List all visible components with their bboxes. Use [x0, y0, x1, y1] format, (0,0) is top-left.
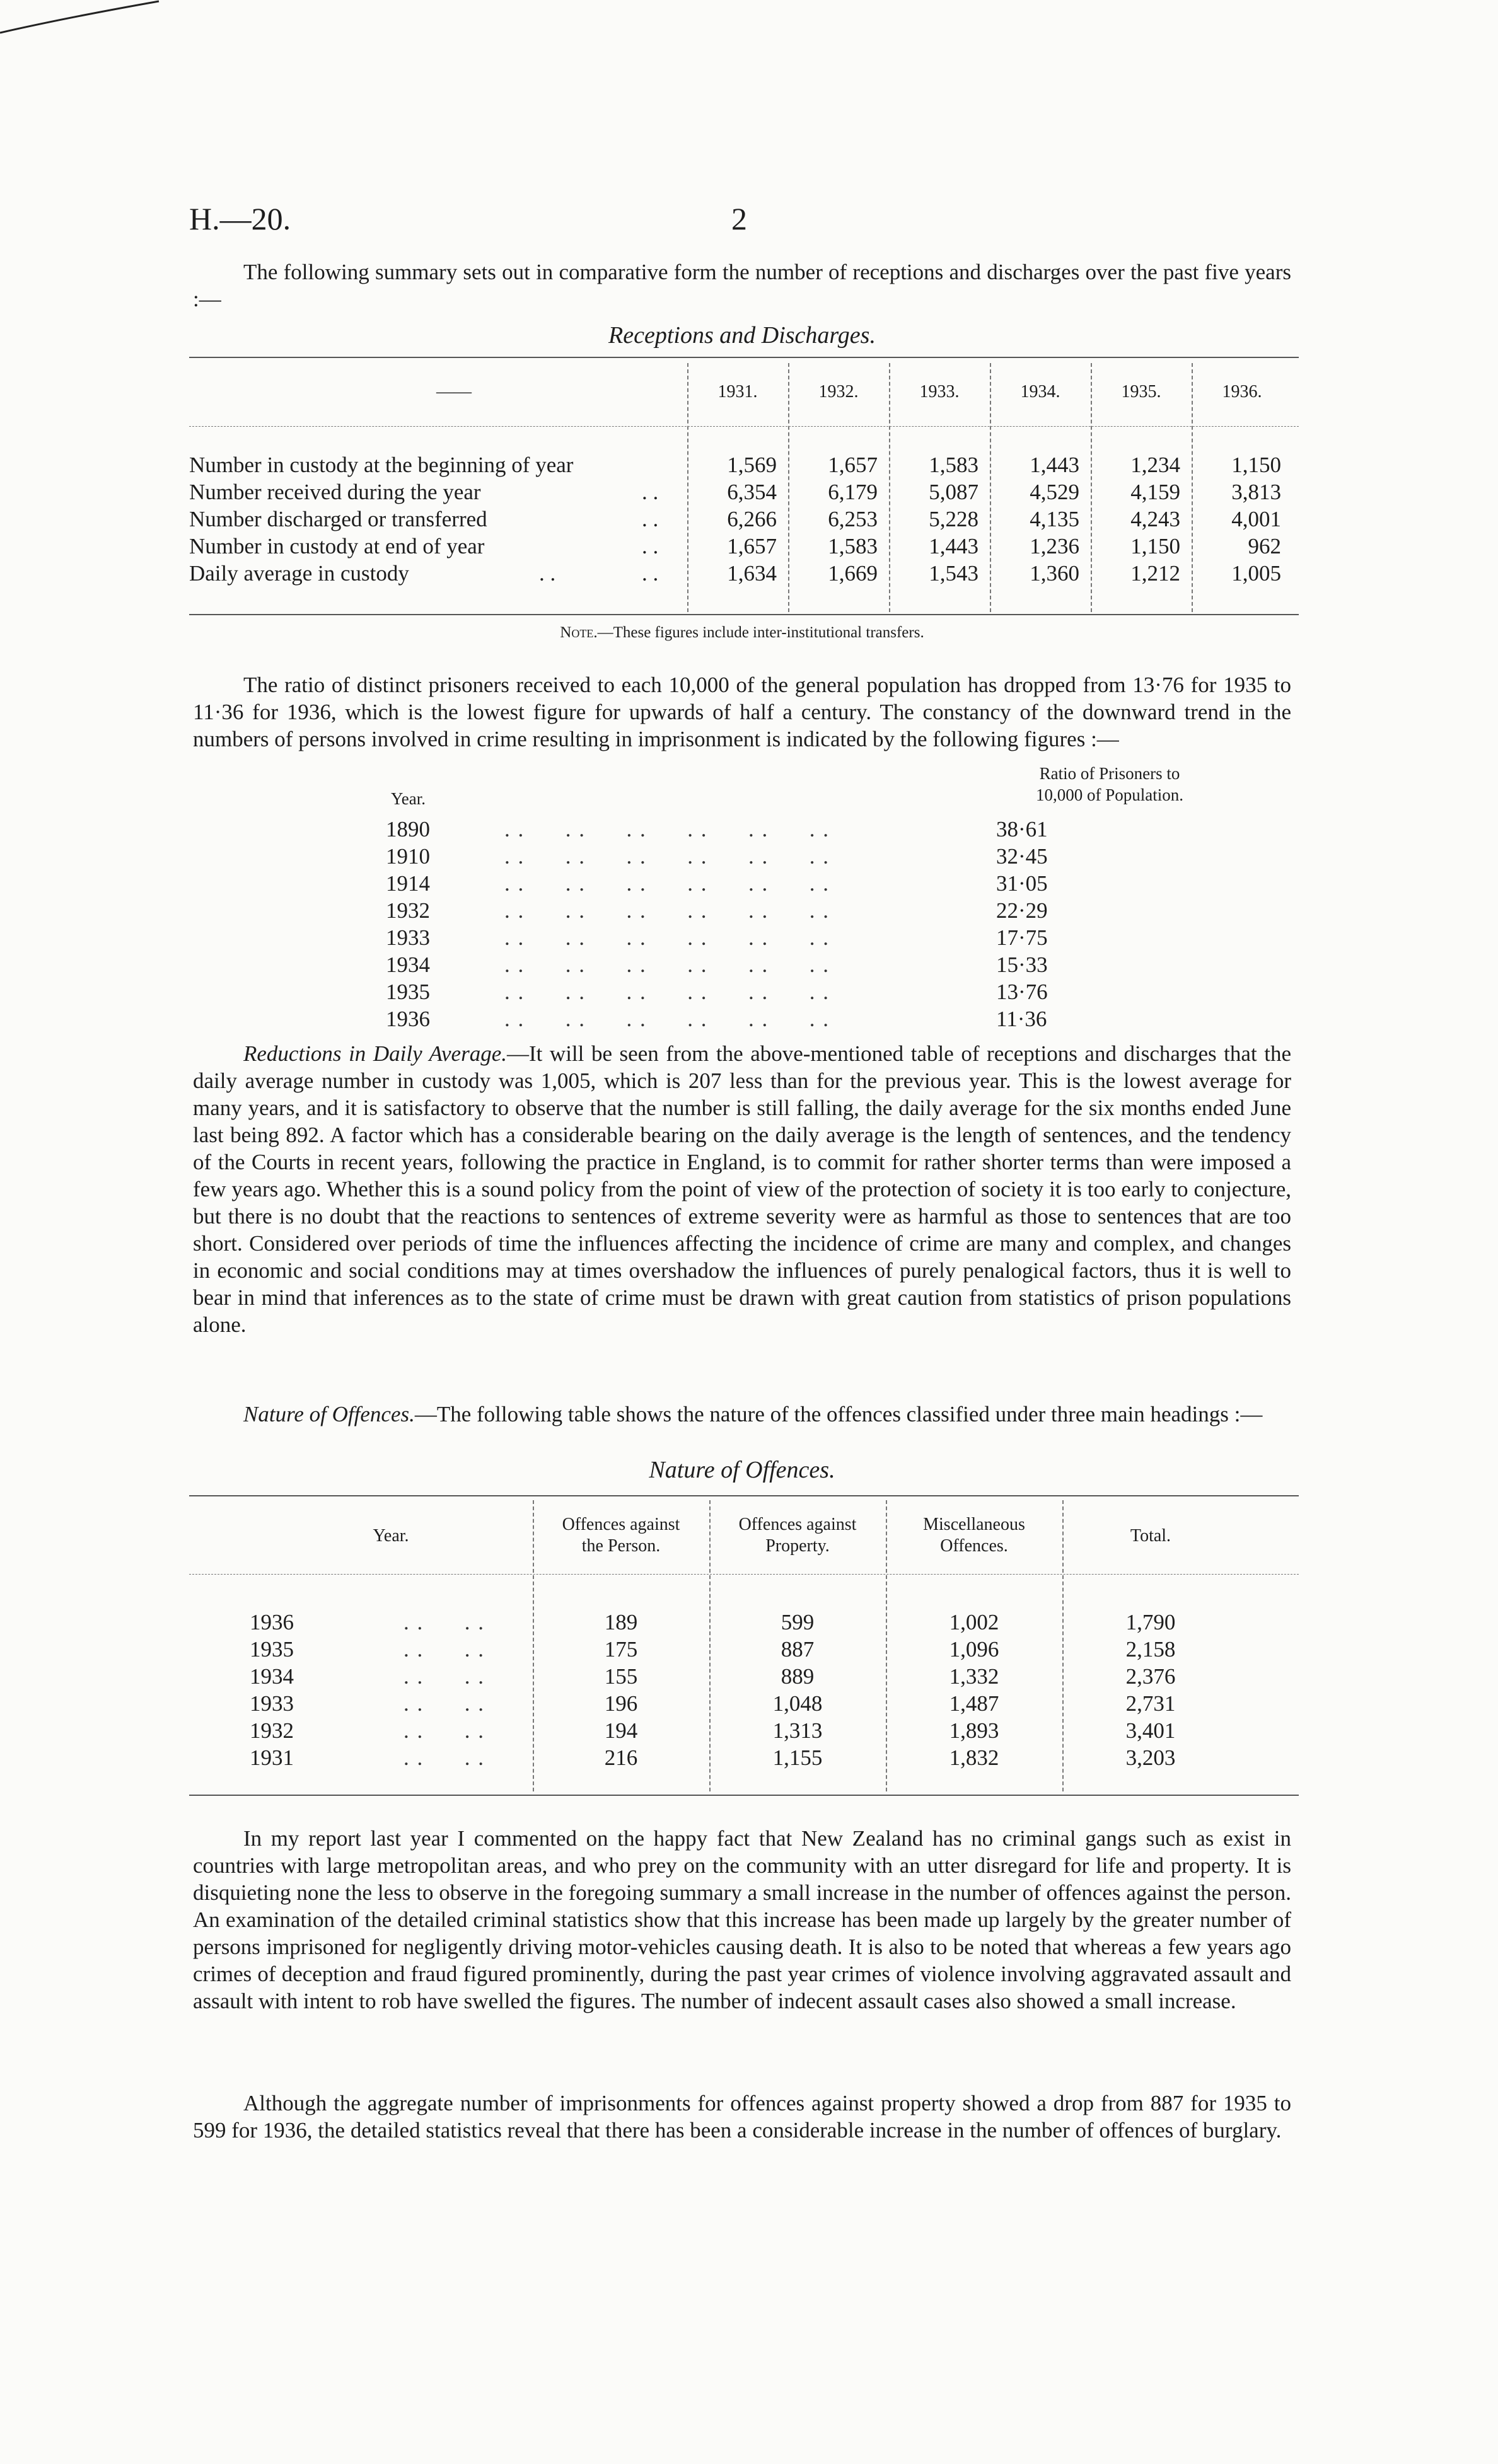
- reductions-heading: Reductions in Daily Average.: [243, 1041, 507, 1066]
- table-cell: 4,529: [1030, 480, 1079, 504]
- table-cell: 194: [604, 1718, 638, 1743]
- person-column-header: [536, 1514, 706, 1557]
- table-cell: 1,002: [949, 1610, 999, 1634]
- nature-heading: Nature of Offences.: [243, 1402, 415, 1426]
- table-cell: 1,155: [772, 1745, 823, 1770]
- ratio-year: 1934: [386, 952, 430, 977]
- leader-dots: . . . . . . . . . . . .: [504, 844, 830, 869]
- table-cell: 2,731: [1125, 1691, 1176, 1716]
- ratio-value: 38·61: [996, 817, 1048, 842]
- table-cell: 1,443: [929, 534, 978, 558]
- row-label-daily-average: Daily average in custody: [189, 561, 409, 586]
- leader-dots: . . . . . . . . . . . .: [504, 925, 830, 950]
- table-cell: 1,212: [1130, 561, 1180, 586]
- person-header-line-2: the Person.: [581, 1536, 661, 1556]
- table-cell: 1,634: [727, 561, 777, 586]
- table-cell: 1,583: [828, 534, 878, 558]
- nature-text: —The following table shows the nature of the offences classified under three main headings :—: [414, 1402, 1263, 1426]
- ratio-value: 15·33: [996, 952, 1048, 977]
- table-cell: 3,813: [1231, 480, 1281, 504]
- row-label-received: Number received during the year: [189, 480, 481, 504]
- table-cell: 1,669: [828, 561, 878, 586]
- table-cell: 1,005: [1231, 561, 1281, 586]
- table-cell: 1,583: [929, 453, 978, 477]
- table-cell: 1,313: [772, 1718, 823, 1743]
- year-header-1933: 1933.: [919, 382, 960, 402]
- leader-dots: . . . . . . . . . . . .: [504, 817, 830, 842]
- note-text: —These figures include inter-institutional transfers.: [597, 624, 924, 641]
- table-cell: 6,354: [727, 480, 777, 504]
- table-cell: 4,135: [1030, 507, 1079, 531]
- table-cell: 1,443: [1030, 453, 1079, 477]
- table-cell: 1,790: [1125, 1610, 1176, 1634]
- ratio-value: 31·05: [996, 871, 1048, 896]
- burglary-paragraph: Although the aggregate number of imprisonments for offences against property showed a drop from 887 for 1935 to 599 for 1936, the detailed statistics reveal that there has been a considerable increase in the number of offences of burglary.: [193, 2091, 1291, 2143]
- table-cell: 1,096: [949, 1637, 999, 1662]
- year-header-1932: 1932.: [818, 382, 859, 402]
- table-cell: 5,087: [929, 480, 978, 504]
- table-cell: 6,179: [828, 480, 878, 504]
- table-cell: 3,401: [1125, 1718, 1176, 1743]
- offences-year: 1933: [250, 1691, 294, 1716]
- table-cell: 216: [604, 1745, 638, 1770]
- leader-dots: . .: [642, 534, 659, 558]
- ratio-year: 1914: [386, 871, 430, 896]
- leader-dots: . . . . . . . . . . . .: [504, 980, 830, 1004]
- table-cell: 1,893: [949, 1718, 999, 1743]
- leader-dots: . .: [539, 561, 556, 586]
- ratio-year-header: Year.: [391, 789, 426, 808]
- year-column-header: Year.: [373, 1526, 409, 1546]
- table-cell: 2,158: [1125, 1637, 1176, 1662]
- table-cell: 1,048: [772, 1691, 823, 1716]
- property-header-line-1: Offences against: [738, 1515, 857, 1534]
- leader-dots: . . . . . . . . . . . .: [504, 1007, 830, 1031]
- table-cell: 1,150: [1130, 534, 1180, 558]
- table-cell: 1,657: [828, 453, 878, 477]
- table-cell: 1,332: [949, 1664, 999, 1689]
- leader-dots: . . . .: [404, 1691, 485, 1716]
- ratio-value: 32·45: [996, 844, 1048, 869]
- gangs-paragraph: In my report last year I commented on the happy fact that New Zealand has no criminal gangs such as exist in countries with large metropolitan areas, and who prey on the community with an utter disregard for life and property. It is disquieting none the less to observe in the foregoing summary a small increase in the number of offences against the person. An examination of the detailed criminal statistics show that this increase has been made up largely by the greater number of persons imprisoned for negligently driving motor-vehicles causing death. It is also to be noted that whereas a few years ago crimes of deception and fraud figured prominently, during the past year crimes of violence involving aggravated assault and assault with intent to rob have swelled the figures. The number of indecent assault cases also showed a small increase.: [193, 1826, 1291, 2013]
- total-column-header: Total.: [1130, 1526, 1171, 1546]
- offences-year: 1935: [250, 1637, 294, 1662]
- year-header-1935: 1935.: [1121, 382, 1161, 402]
- row-label-discharged: Number discharged or transferred: [189, 507, 487, 531]
- leader-dots: . . . . . . . . . . . .: [504, 952, 830, 977]
- year-header-1931: 1931.: [717, 382, 758, 402]
- ratio-header-line-1: Ratio of Prisoners to: [1039, 764, 1180, 783]
- table-cell: 1,832: [949, 1745, 999, 1770]
- table-cell: 1,360: [1030, 561, 1079, 586]
- leader-dots: . . . . . . . . . . . .: [504, 871, 830, 896]
- table-cell: 6,253: [828, 507, 878, 531]
- person-header-line-1: Offences against: [562, 1515, 680, 1534]
- property-header-line-2: Property.: [765, 1536, 830, 1556]
- table-note: [193, 624, 1291, 642]
- table-cell: 175: [604, 1637, 638, 1662]
- table-cell: 962: [1248, 534, 1281, 558]
- reductions-text: —It will be seen from the above-mentioned table of receptions and discharges that the daily average number in custody was 1,005, which is 207 less than for the previous year. This is the lowest average for many years, and it is satisfactory to observe that the number is still falling, the daily average for the six months ended June last being 892. A factor which has a considerable bearing on the daily average is the length of sentences, and the tendency of the Courts in recent years, following the practice in England, is to commit for rather shorter terms than were imposed a few years ago. Whether this is a sound policy from the point of view of the protection of society it is too early to conjecture, but there is no doubt that the reactions to sentences of extreme severity were as harmful as those to sentences that are too short. Considered over periods of time the influences affecting the incidence of crime are many and complex, and changes in economic and social conditions may at times overshadow the influences of purely penalogical factors, thus it is well to bear in mind that inferences as to the state of crime must be drawn with great caution from statistics of prison populations alone.: [193, 1041, 1291, 1337]
- leader-dots: . . . .: [404, 1610, 485, 1634]
- offences-year: 1936: [250, 1610, 294, 1634]
- misc-header-line-1: Miscellaneous: [923, 1515, 1025, 1534]
- year-header-1936: 1936.: [1222, 382, 1262, 402]
- table-cell: 189: [604, 1610, 638, 1634]
- ratio-year: 1936: [386, 1007, 430, 1031]
- ratio-value: 11·36: [996, 1007, 1047, 1031]
- table-cell: 4,001: [1231, 507, 1281, 531]
- year-header-1934: 1934.: [1020, 382, 1060, 402]
- leader-dots: . . . .: [404, 1745, 485, 1770]
- leader-dots: . .: [642, 561, 659, 586]
- table-cell: 1,487: [949, 1691, 999, 1716]
- leader-dots: . . . .: [404, 1718, 485, 1743]
- leader-dots: . .: [642, 507, 659, 531]
- ratio-value: 22·29: [996, 898, 1048, 923]
- table-cell: 4,243: [1130, 507, 1180, 531]
- table-cell: 196: [604, 1691, 638, 1716]
- leader-dots: . .: [642, 480, 659, 504]
- ratio-year: 1910: [386, 844, 430, 869]
- table-cell: 1,150: [1231, 453, 1281, 477]
- table-cell: 1,236: [1030, 534, 1079, 558]
- ratio-value: 17·75: [996, 925, 1048, 950]
- table-cell: 155: [604, 1664, 638, 1689]
- offences-year: 1931: [250, 1745, 294, 1770]
- table-cell: 1,543: [929, 561, 978, 586]
- ratio-paragraph: The ratio of distinct prisoners received to each 10,000 of the general population has dropped from 13·76 for 1935 to 11·36 for 1936, which is the lowest figure for upwards of half a century. The constancy of the downward trend in the numbers of persons involved in crime resulting in imprisonment is indicated by the following figures :—: [193, 673, 1291, 751]
- ratio-year: 1935: [386, 980, 430, 1004]
- leader-dots: . . . . . . . . . . . .: [504, 898, 830, 923]
- leader-dots: . . . .: [404, 1637, 485, 1662]
- ratio-year: 1890: [386, 817, 430, 842]
- table-cell: 889: [781, 1664, 815, 1689]
- table-cell: 3,203: [1125, 1745, 1176, 1770]
- table-cell: 5,228: [929, 507, 978, 531]
- corner-dash: ——: [436, 382, 472, 402]
- ratio-year: 1932: [386, 898, 430, 923]
- property-column-header: [712, 1514, 883, 1557]
- table-cell: 599: [781, 1610, 815, 1634]
- reductions-paragraph: [193, 1040, 1291, 1338]
- table-cell: 1,234: [1130, 453, 1180, 477]
- document-code: H.—20.: [189, 201, 291, 236]
- intro-paragraph: The following summary sets out in comparative form the number of receptions and discharges over the past five years :—: [193, 260, 1291, 311]
- misc-header-line-2: Offences.: [940, 1536, 1008, 1556]
- offences-table-caption: Nature of Offences.: [649, 1457, 835, 1483]
- page-number: 2: [731, 201, 747, 236]
- table-cell: 887: [781, 1637, 815, 1662]
- leader-dots: . . . .: [404, 1664, 485, 1689]
- offences-year: 1932: [250, 1718, 294, 1743]
- table-cell: 6,266: [727, 507, 777, 531]
- ratio-header-line-2: 10,000 of Population.: [1036, 785, 1183, 804]
- row-label-beginning: Number in custody at the beginning of year: [189, 453, 574, 477]
- nature-paragraph: [193, 1401, 1291, 1428]
- table-cell: 2,376: [1125, 1664, 1176, 1689]
- ratio-year: 1933: [386, 925, 430, 950]
- table-cell: 1,569: [727, 453, 777, 477]
- table-cell: 1,657: [727, 534, 777, 558]
- misc-column-header: [889, 1514, 1059, 1557]
- note-label: Note.: [560, 624, 598, 641]
- pen-stroke-mark: [0, 0, 164, 38]
- offences-year: 1934: [250, 1664, 294, 1689]
- table-cell: 4,159: [1130, 480, 1180, 504]
- row-label-end-of-year: Number in custody at end of year: [189, 534, 485, 558]
- ratio-value-header: [977, 763, 1242, 806]
- receptions-table-caption: Receptions and Discharges.: [608, 322, 876, 349]
- ratio-value: 13·76: [996, 980, 1048, 1004]
